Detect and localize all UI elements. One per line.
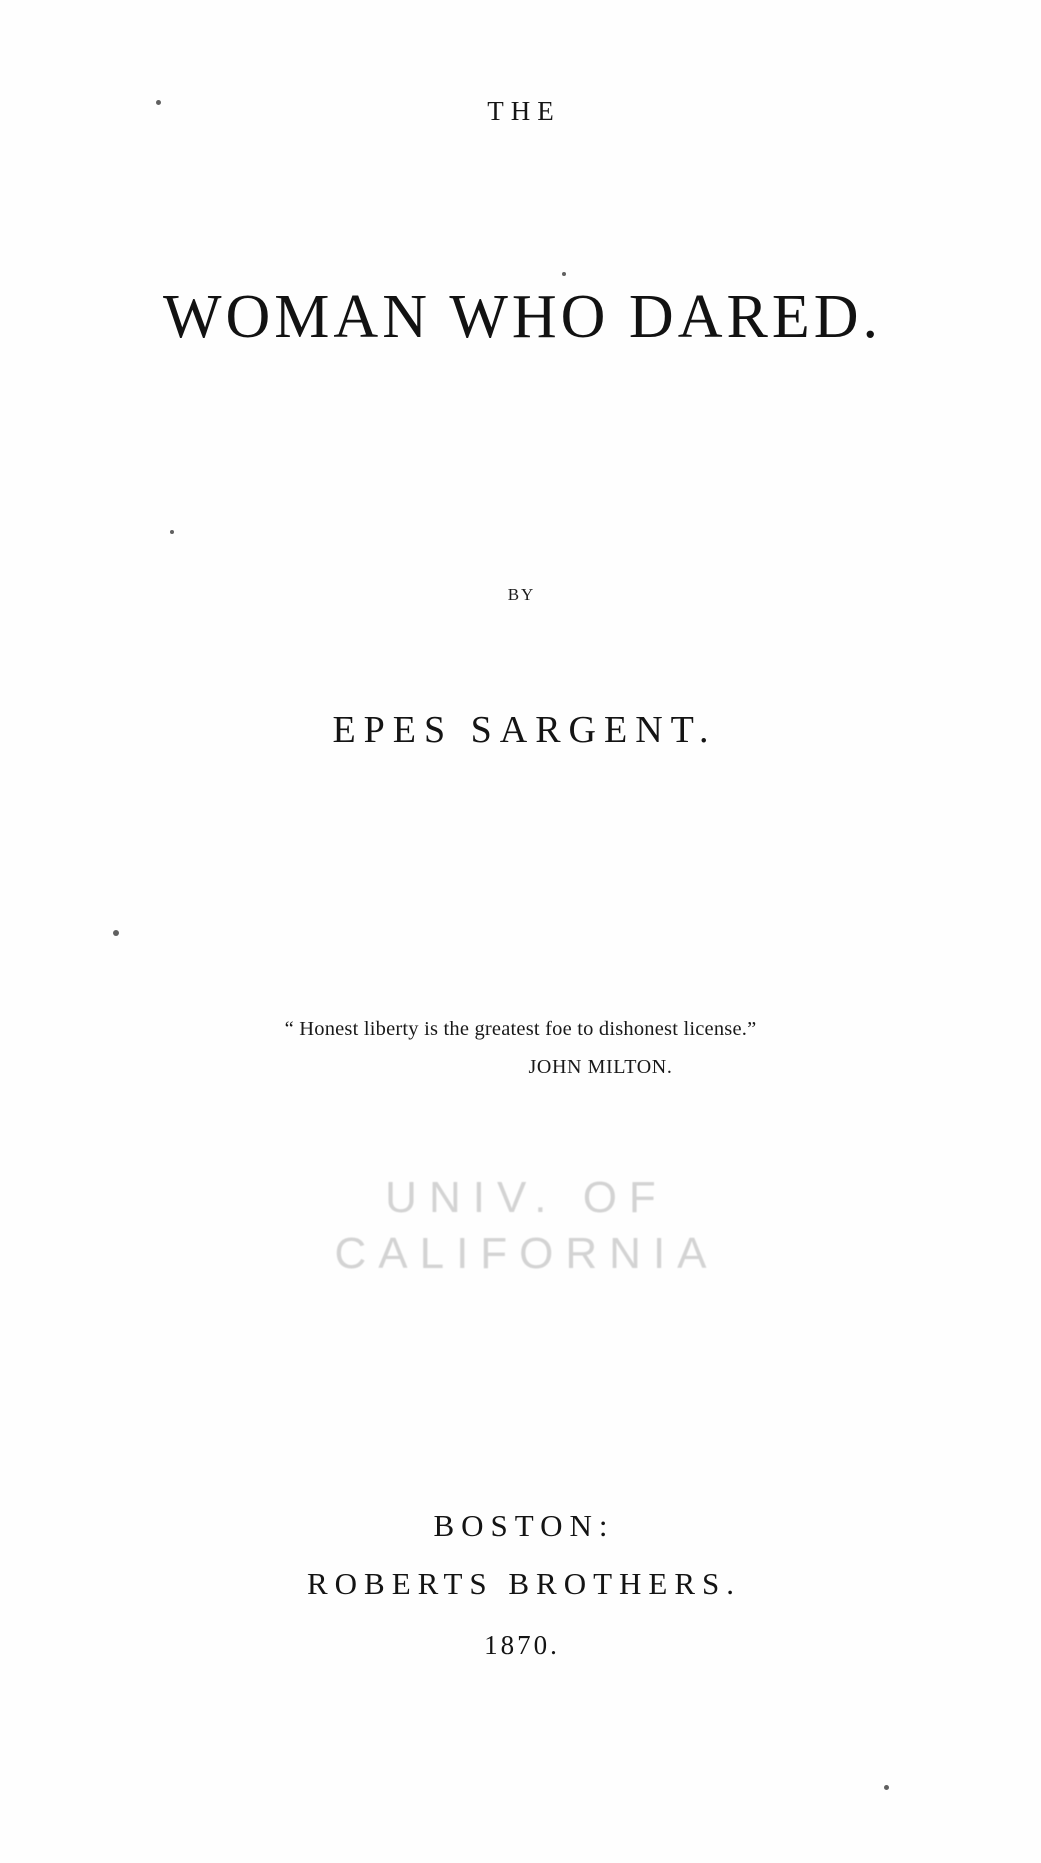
book-title: WOMAN WHO DARED. <box>163 283 882 351</box>
imprint-year: 1870. <box>484 1630 560 1660</box>
scan-speck-icon <box>170 530 174 534</box>
scan-speck-icon <box>113 930 119 936</box>
scan-speck-icon <box>562 272 566 276</box>
library-stamp-line-2: CALIFORNIA <box>334 1229 719 1279</box>
title-article: THE <box>487 96 561 126</box>
library-stamp <box>0 1175 1041 1277</box>
author-name: EPES SARGENT. <box>332 709 717 751</box>
scan-speck-icon <box>884 1785 889 1790</box>
imprint-publisher: ROBERTS BROTHERS. <box>306 1566 742 1601</box>
epigraph-attribution <box>0 1056 1041 1079</box>
epigraph-quote: “ Honest liberty is the greatest foe to dishonest license.” <box>284 1018 757 1040</box>
byline-label: BY <box>507 585 536 604</box>
epigraph-attribution-text: JOHN MILTON. <box>528 1056 673 1078</box>
library-stamp-line-1: UNIV. OF <box>385 1173 668 1222</box>
imprint-city: BOSTON: <box>433 1508 615 1543</box>
